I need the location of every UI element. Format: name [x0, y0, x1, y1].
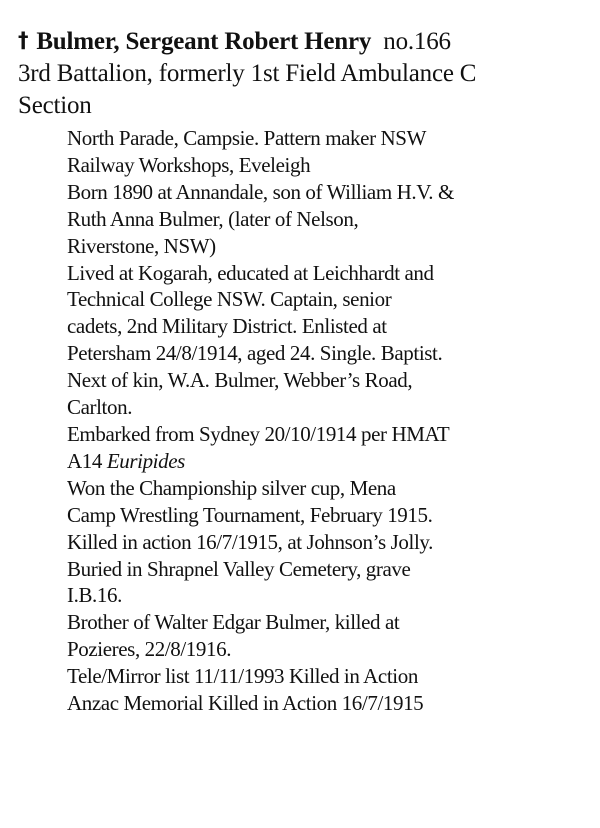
detail-line: Buried in Shrapnel Valley Cemetery, grave	[67, 556, 411, 581]
ship-name: Euripides	[106, 448, 185, 473]
detail-line: Killed in action 16/7/1915, at Johnson’s Jolly.	[67, 529, 433, 554]
detail-line: cadets, 2nd Military District. Enlisted at	[67, 314, 387, 339]
detail-line: Riverstone, NSW)	[67, 233, 216, 258]
detail-line: Tele/Mirror list 11/11/1993 Killed in Action	[67, 664, 418, 689]
detail-line: Next of kin, W.A. Bulmer, Webber’s Road,	[67, 368, 413, 393]
detail-line: Railway Workshops, Eveleigh	[67, 152, 311, 177]
detail-line: Petersham 24/8/1914, aged 24. Single. Baptist.	[67, 341, 443, 366]
detail-line: Camp Wrestling Tournament, February 1915.	[67, 502, 433, 527]
entry-details	[67, 125, 588, 717]
detail-line-ship	[67, 448, 588, 475]
entry-heading	[18, 26, 588, 58]
service-number: no.166	[383, 28, 451, 55]
detail-line: Anzac Memorial Killed in Action 16/7/1915	[67, 691, 424, 716]
detail-line: Technical College NSW. Captain, senior	[67, 287, 392, 312]
detail-line: Pozieres, 22/8/1916.	[67, 637, 232, 662]
unit-line-continued: Section	[18, 92, 92, 119]
biography-entry	[18, 26, 588, 717]
detail-line: Ruth Anna Bulmer, (later of Nelson,	[67, 206, 359, 231]
cross-icon: †	[18, 28, 29, 52]
detail-line: Carlton.	[67, 395, 133, 420]
ship-prefix: A14	[67, 448, 107, 473]
detail-line: North Parade, Campsie. Pattern maker NSW	[67, 126, 426, 150]
detail-line: Brother of Walter Edgar Bulmer, killed at	[67, 610, 400, 635]
detail-line: Lived at Kogarah, educated at Leichhardt and	[67, 260, 434, 285]
detail-line: Embarked from Sydney 20/10/1914 per HMAT	[67, 421, 450, 446]
detail-line: Born 1890 at Annandale, son of William H.V. &	[67, 179, 454, 204]
unit-line: 3rd Battalion, formerly 1st Field Ambulance C	[18, 60, 477, 87]
detail-line: Won the Championship silver cup, Mena	[67, 475, 396, 500]
soldier-name: Bulmer, Sergeant Robert Henry	[36, 28, 372, 55]
detail-line: I.B.16.	[67, 583, 122, 608]
